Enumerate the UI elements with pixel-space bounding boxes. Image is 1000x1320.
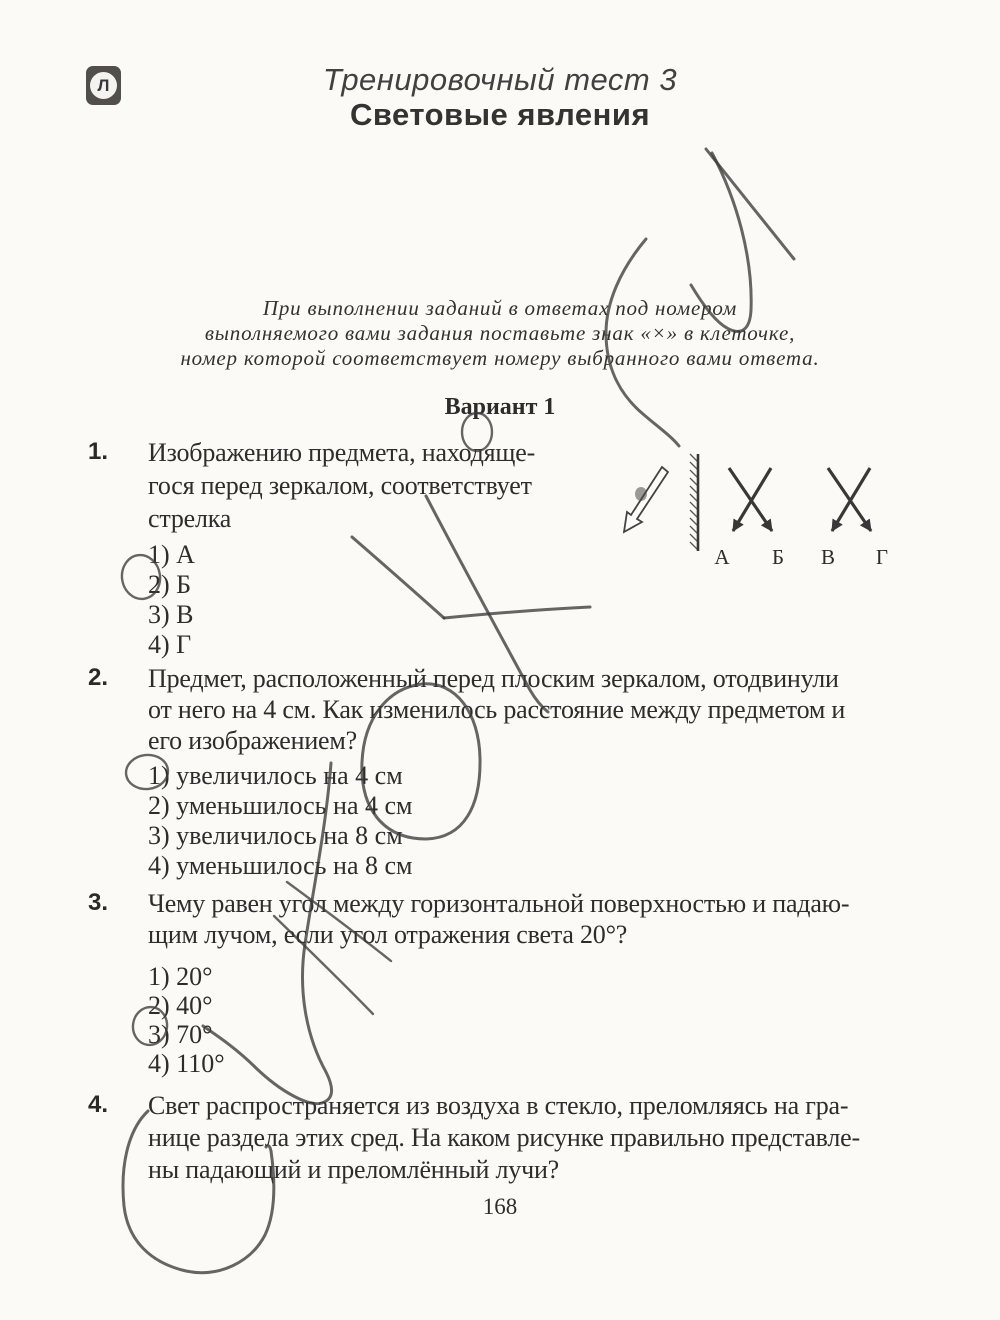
question-1-answers	[148, 540, 195, 660]
figure-label-a: А	[714, 545, 730, 569]
question-line: ны падающий и преломлённый лучи?	[148, 1155, 560, 1184]
question-line: Свет распространяется из воздуха в стекло, преломляясь на гра-	[148, 1091, 849, 1120]
answer-option: 1) 20°	[148, 962, 213, 991]
answer-option: 3) увеличилось на 8 см	[148, 821, 403, 850]
question-1-number: 1.	[88, 438, 109, 465]
question-4-text	[148, 1090, 860, 1186]
page-title: Тренировочный тест 3	[322, 62, 678, 97]
instructions-line: При выполнении заданий в ответах под номером	[262, 296, 738, 320]
question-1-text	[148, 436, 535, 535]
instructions-line: номер которой соответствует номеру выбранного вами ответа.	[180, 346, 820, 370]
figure-label-b: Б	[771, 545, 785, 569]
question-3-number: 3.	[88, 889, 109, 916]
question-line: гося перед зеркалом, соответствует	[148, 471, 532, 500]
variant-heading: Вариант 1	[444, 394, 556, 420]
answer-option: 3) 70°	[148, 1020, 213, 1049]
question-2-text	[148, 663, 845, 756]
object-arrow-icon	[624, 467, 668, 532]
question-line: щим лучом, если угол отражения света 20°?	[148, 920, 628, 949]
answer-option: 4) Г	[148, 630, 192, 659]
question-1-figure	[612, 448, 912, 570]
instructions-line: выполняемого вами задания поставьте знак «×» в клеточке,	[204, 321, 796, 345]
answer-option: 1) А	[148, 540, 195, 569]
answer-option: 4) уменьшилось на 8 см	[148, 851, 413, 880]
page-number: 168	[482, 1194, 518, 1219]
question-line: Чему равен угол между горизонтальной поверхностью и падаю-	[148, 889, 850, 918]
answer-option: 2) 40°	[148, 991, 213, 1020]
question-4-number: 4.	[88, 1091, 109, 1118]
reflection-option-arrows-VG	[828, 468, 871, 531]
figure-label-v: В	[820, 545, 836, 569]
question-line: стрелка	[148, 504, 232, 533]
answer-option: 3) В	[148, 600, 194, 629]
chapter-badge-letter: Л	[90, 72, 117, 99]
page-subtitle: Световые явления	[349, 97, 651, 132]
question-2-number: 2.	[88, 664, 109, 691]
instructions-block	[0, 296, 1000, 371]
reflection-option-arrows-AB	[729, 468, 772, 531]
question-line: Предмет, расположенный перед плоским зеркалом, отодвинули	[148, 664, 839, 693]
question-3-text	[148, 888, 849, 950]
answer-option: 2) уменьшилось на 4 см	[148, 791, 413, 820]
question-line: от него на 4 см. Как изменилось расстояние между предметом и	[148, 695, 846, 724]
pen-stroke	[706, 149, 794, 259]
pen-stroke	[352, 537, 444, 618]
answer-option: 2) Б	[148, 570, 192, 599]
figure-label-g: Г	[875, 545, 889, 569]
question-3-answers	[148, 962, 225, 1078]
answer-option: 1) увеличилось на 4 см	[148, 761, 403, 790]
question-line: его изображением?	[148, 726, 357, 755]
question-2-answers	[148, 761, 412, 881]
question-line: Изображению предмета, находяще-	[148, 438, 536, 467]
question-line: нице раздела этих сред. На каком рисунке правильно представле-	[148, 1123, 860, 1152]
pen-stroke	[444, 607, 590, 618]
answer-option: 4) 110°	[148, 1049, 225, 1078]
